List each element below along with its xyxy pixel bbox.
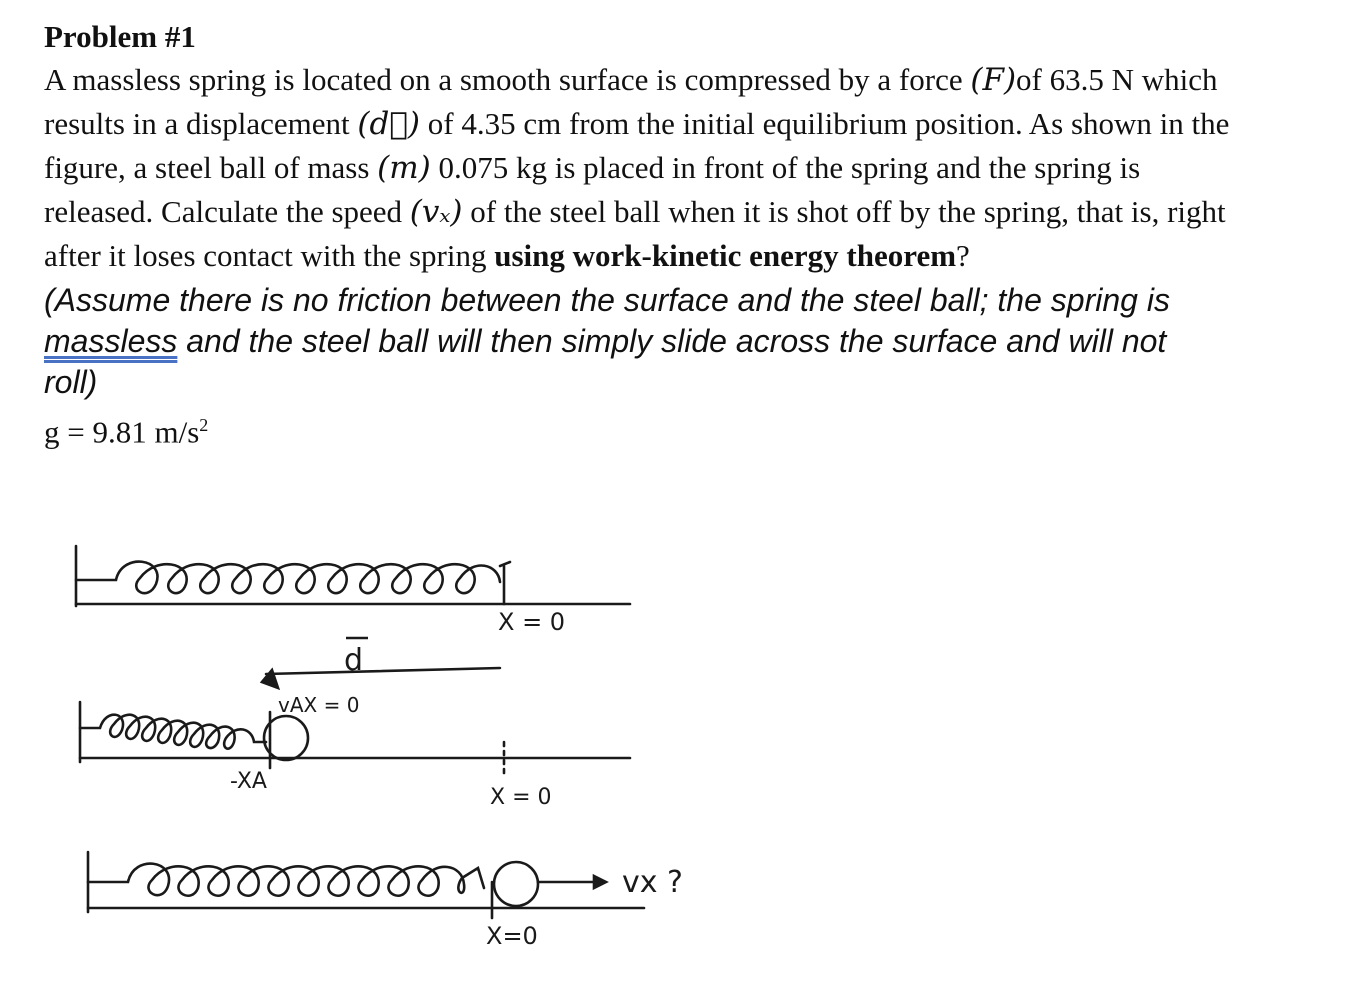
gravity-text: g = 9.81 m/s xyxy=(44,414,200,450)
problem-title: Problem #1 xyxy=(44,19,196,54)
label-vx: vx ? xyxy=(622,865,683,900)
spring-relaxed xyxy=(76,562,500,594)
statement-part-5: of the steel ball when it is shot off by the spring, that is, right after it loses contact with the spring xyxy=(44,194,1226,273)
statement-part-3: of 4.35 cm from the initial equilibrium position. As shown in the figure, a steel ball of mass xyxy=(44,106,1230,185)
spring-compressed xyxy=(80,715,266,749)
statement-part-2: of 63.5 N which results in a displacement xyxy=(44,62,1218,141)
force-symbol: (F) xyxy=(970,62,1017,98)
label-minus-xa: -XA xyxy=(230,769,267,794)
problem-statement xyxy=(44,58,1244,278)
gravity-constant xyxy=(44,403,1324,454)
displacement-arrow xyxy=(266,668,500,674)
gravity-exponent: 2 xyxy=(199,415,209,435)
speed-symbol: (vₓ) xyxy=(409,194,463,230)
assumption-note xyxy=(44,280,1194,403)
label-x0-bottom: X=0 xyxy=(486,922,538,950)
spring-released xyxy=(88,864,484,896)
steel-ball-released xyxy=(494,862,538,906)
statement-part-4: 0.075 kg is placed in front of the spring and the spring is released. Calculate the speed xyxy=(44,150,1141,229)
displacement-symbol: (d⃗) xyxy=(357,106,421,142)
statement-part-6: ? xyxy=(956,238,970,273)
velocity-arrowhead xyxy=(594,876,606,888)
statement-part-1: A massless spring is located on a smooth surface is compressed by a force xyxy=(44,62,963,97)
label-x0-mid: X = 0 xyxy=(490,785,552,810)
assumption-part-b: and the steel ball will then simply slide across the surface and will not roll) xyxy=(44,323,1167,400)
label-vax: vAX = 0 xyxy=(278,693,360,717)
label-d: d xyxy=(344,643,364,678)
assumption-underlined-word: massless xyxy=(44,323,178,359)
assumption-part-a: (Assume there is no friction between the surface and the steel ball; the spring is xyxy=(44,282,1170,318)
problem-document xyxy=(44,16,1324,454)
label-x0-top: X = 0 xyxy=(498,608,566,636)
spring-diagram xyxy=(16,492,816,992)
spring-figure xyxy=(16,492,816,992)
bold-phrase: using work-kinetic energy theorem xyxy=(494,238,957,273)
mass-symbol: (m) xyxy=(377,150,431,186)
equilibrium-marker-tick xyxy=(500,562,510,566)
